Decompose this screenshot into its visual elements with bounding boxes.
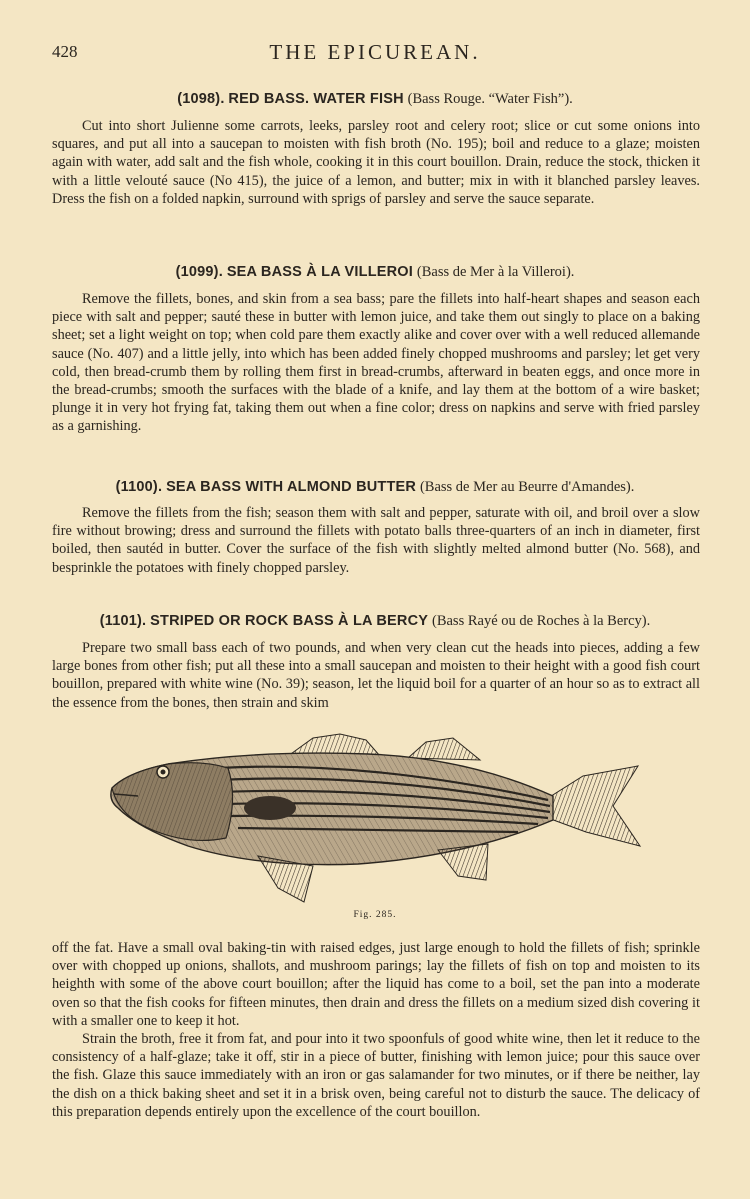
running-head <box>52 40 698 66</box>
recipe-heading-1098 <box>52 90 698 108</box>
recipe-heading-1099 <box>52 263 698 281</box>
tail-fin <box>548 766 640 846</box>
recipe-number: (1101). <box>99 613 147 629</box>
recipe-paragraph: Strain the broth, free it from fat, and pour into it two spoonfuls of good white wine, then let it reduce to the consistency of a half-glaze; take it off, stir in a piece of butter, finishing with lemon juice; pour this sauce over the fish. Glaze this sauce immediately with an iron or gas salamander for two minutes, or if there be neither, lay the dish on a thick baking sheet and set it in a brisk oven, being careful not to disturb the sauce. The delicacy of this preparation depends entirely upon the excellence of the court bouillon. <box>52 1031 700 1120</box>
recipe-number: (1100). <box>115 479 163 495</box>
recipe-title: SEA BASS À LA VILLEROI <box>226 264 414 280</box>
second-dorsal-fin <box>408 738 480 760</box>
recipe-title: STRIPED OR ROCK BASS À LA BERCY <box>150 613 429 629</box>
recipe-number: (1098). <box>177 91 225 107</box>
striped-bass-figure <box>108 728 648 906</box>
recipe-paragraph: Cut into short Julienne some carrots, leeks, parsley root and celery root; slice or cut some onions into squares, and put all into a saucepan to moisten with fish broth (No. 195); boil and reduce to a glaze; moisten again with water, add salt and the fish whole, cooking it in this court bouillon. Drain, reduce the stock, thicken it with a little velouté sauce (No 415), the juice of a lemon, and butter; mix in with it blanched parsley leaves. Dress the fish on a folded napkin, surround with sprigs of parsley and serve the sauce separate. <box>52 118 700 207</box>
page-number: 428 <box>52 42 78 61</box>
recipe-french-title: (Bass de Mer à la Villeroi). <box>416 264 575 280</box>
recipe-paragraph: Remove the fillets, bones, and skin from a sea bass; pare the fillets into half-heart shapes and season each piece with salt and pepper; sauté these in butter with lemon juice, and take them out singly to place on a baking sheet; set a light weight on top; when cold pare them exactly alike and cover over with a well reduced allemande sauce (No. 407) and a little jelly, into which has been added finely chopped mushrooms and parsley; let get very cold, then bread-crumb them by rolling them first in bread-crumbs, afterward in beaten eggs, and once more in the bread-crumbs; smooth the surfaces with the blade of a knife, and lay them at the bottom of a wire basket; plunge it in very hot frying fat, taking them out when a fine color; dress on napkins and serve with fried parsley as a garnishing. <box>52 291 700 435</box>
pectoral-fin <box>244 796 296 820</box>
recipe-heading-1100 <box>52 478 698 496</box>
recipe-french-title: (Bass Rouge. “Water Fish”). <box>407 91 573 107</box>
recipe-french-title: (Bass Rayé ou de Roches à la Bercy). <box>432 613 651 629</box>
recipe-title: SEA BASS WITH ALMOND BUTTER <box>166 479 417 495</box>
recipe-paragraph: Remove the fillets from the fish; season them with salt and pepper, saturate with oil, and broil over a slow fire without browing; dress and surround the fillets with potato balls three-quarters of an inch in diameter, first boiled, then sautéd in butter. Cover the surface of the fish with slightly melted almond butter (No. 568), and besprinkle the potatoes with finely chopped parsley. <box>52 505 700 576</box>
recipe-paragraph: off the fat. Have a small oval baking-tin with raised edges, just large enough to hold the fillets of fish; sprinkle over with chopped up onions, shallots, and mushroom parings; lay the fillets of fish on top and moisten to its heighth with some of the above court bouillon; after the liquid has come to a boil, set the pan into a moderate oven so that the fish cooks for fifteen minutes, then drain and dress the fillets on a medium sized dish covering it with a smaller one to keep it hot. <box>52 940 700 1029</box>
recipe-title: RED BASS. WATER FISH <box>228 91 404 107</box>
anal-fin <box>438 844 488 880</box>
recipe-paragraph: Prepare two small bass each of two pounds, and when very clean cut the heads into pieces, adding a few large bones from other fish; put all these into a small saucepan and moisten to their height with a good fish court bouillon, prepared with white wine (No. 39); season, let the liquid boil for a quarter of an hour so as to extract all the essence from the bones, then strain and skim <box>52 640 700 711</box>
recipe-french-title: (Bass de Mer au Beurre d'Amandes). <box>419 479 635 495</box>
recipe-heading-1101 <box>52 612 698 630</box>
recipe-number: (1099). <box>175 264 223 280</box>
figure-caption: Fig. 285. <box>353 910 397 920</box>
running-title: THE EPICUREAN. <box>269 40 481 64</box>
